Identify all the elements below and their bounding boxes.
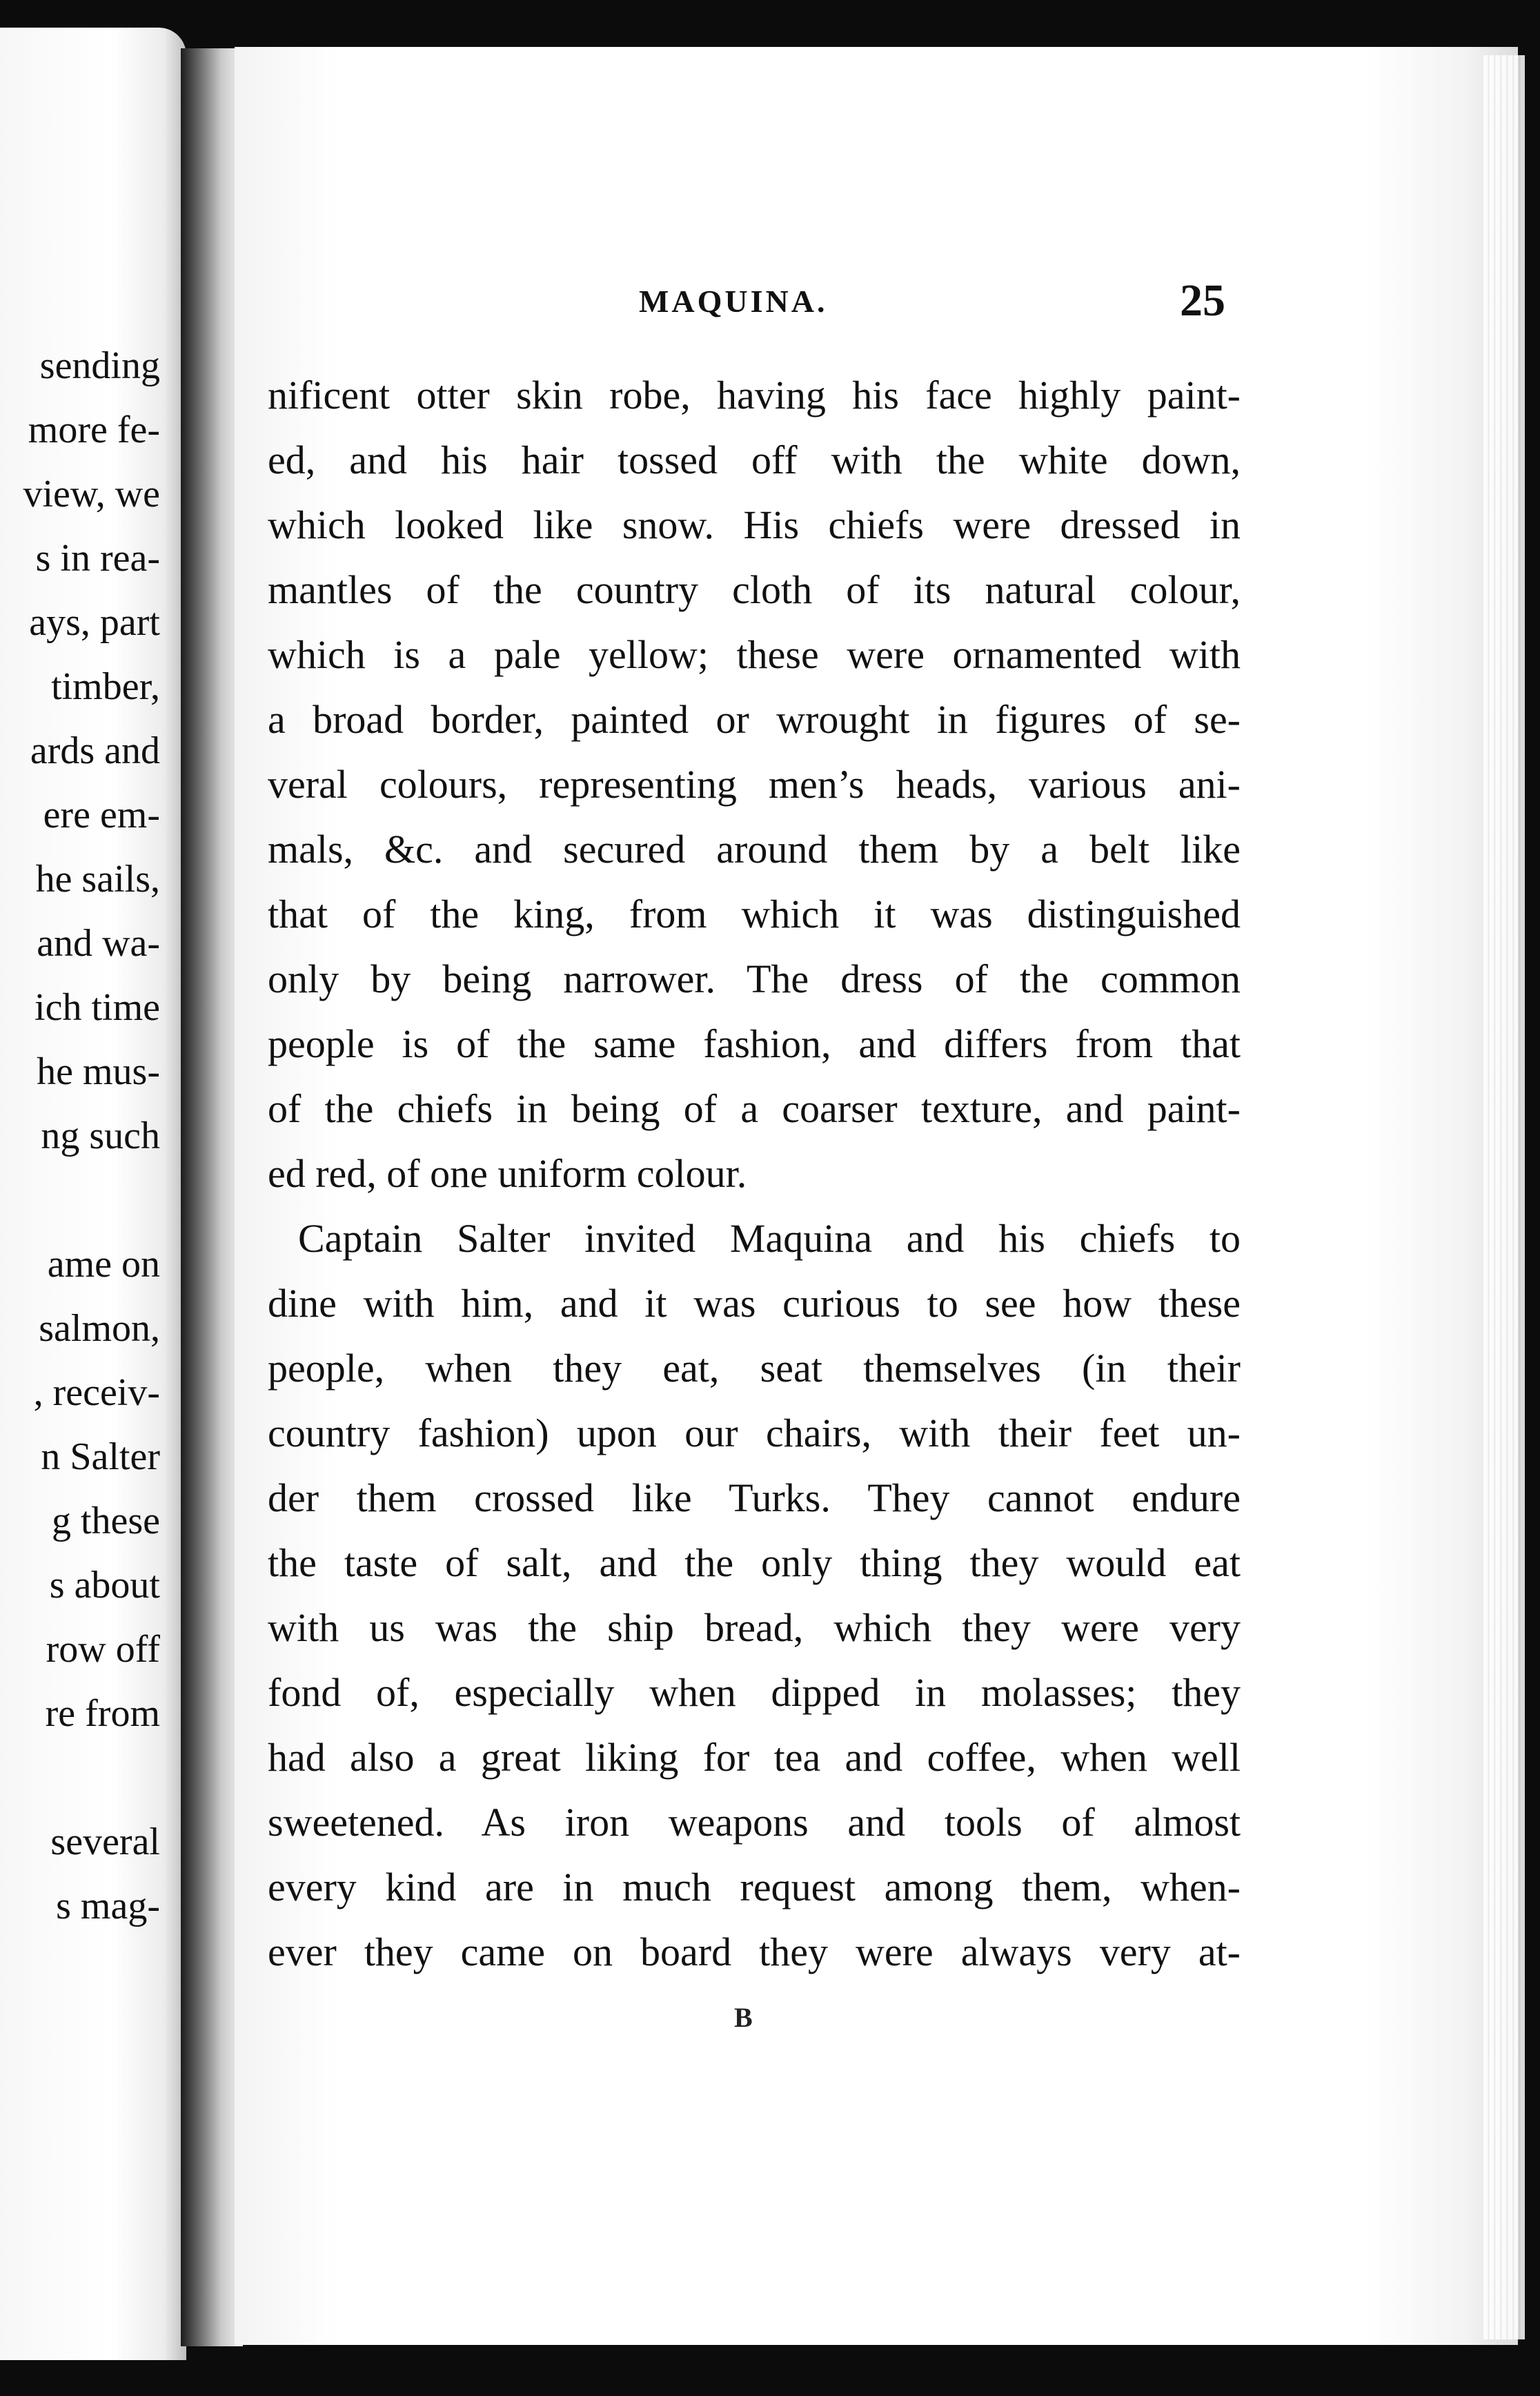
left-page-line: s in rea-: [35, 537, 160, 580]
left-facing-page: [0, 28, 186, 2360]
body-text-line: people, when they eat, seat themselves (in their: [268, 1346, 1241, 1391]
book-gutter-shadow: [181, 48, 243, 2346]
body-text-line: mals, &c. and secured around them by a belt like: [268, 827, 1241, 872]
left-page-line: g these: [51, 1500, 160, 1542]
left-page-line: and wa-: [37, 922, 160, 965]
body-text-line: veral colours, representing men’s heads, various ani-: [268, 762, 1241, 807]
body-text-line: fond of, especially when dipped in molasses; they: [268, 1670, 1241, 1715]
left-page-line: salmon,: [39, 1307, 160, 1350]
left-page-line: ays, part: [29, 601, 160, 644]
left-page-line: he mus-: [37, 1050, 160, 1093]
left-page-line: s about: [49, 1564, 160, 1607]
body-text-line: der them crossed like Turks. They cannot endure: [268, 1475, 1241, 1520]
body-text-line: ever they came on board they were always very at-: [268, 1929, 1241, 1974]
left-page-line: ich time: [34, 986, 160, 1029]
left-page-line: ame on: [47, 1243, 160, 1286]
left-page-line: several: [50, 1820, 160, 1863]
left-page-line: view, we: [23, 473, 160, 515]
body-text-line: which looked like snow. His chiefs were dressed in: [268, 502, 1241, 547]
left-page-line: more fe-: [28, 409, 160, 451]
left-page-line: ng such: [41, 1114, 160, 1157]
page-number: 25: [1180, 275, 1225, 326]
left-page-line: timber,: [51, 665, 160, 708]
body-text-line: sweetened. As iron weapons and tools of almost: [268, 1800, 1241, 1845]
body-text-line: country fashion) upon our chairs, with their feet un-: [268, 1411, 1241, 1455]
body-text-line: ed red, of one uniform colour.: [268, 1151, 747, 1196]
body-text-line: a broad border, painted or wrought in figures of se-: [268, 697, 1241, 742]
left-page-line: ere em-: [43, 794, 160, 836]
left-page-line: sending: [39, 344, 160, 387]
left-page-line: row off: [46, 1628, 160, 1671]
left-page-line: he sails,: [35, 858, 160, 901]
signature-mark: B: [734, 2002, 753, 2033]
left-page-line: , receiv-: [33, 1371, 160, 1414]
left-page-line: s mag-: [56, 1885, 160, 1927]
page-edge-stack: [1483, 55, 1525, 2339]
body-text-line: ed, and his hair tossed off with the white down,: [268, 438, 1241, 482]
running-head: MAQUINA.: [639, 284, 828, 319]
left-page-line: re from: [45, 1692, 160, 1735]
left-page-line: n Salter: [41, 1435, 160, 1478]
body-text-line: mantles of the country cloth of its natural colour,: [268, 567, 1241, 612]
body-text-line: nificent otter skin robe, having his face highly paint-: [268, 373, 1241, 418]
body-text-line: dine with him, and it was curious to see how these: [268, 1281, 1241, 1326]
body-text-line: the taste of salt, and the only thing they would eat: [268, 1540, 1241, 1585]
body-text-line: only by being narrower. The dress of the common: [268, 956, 1241, 1001]
left-page-line: ards and: [30, 729, 160, 772]
body-text-line: which is a pale yellow; these were ornamented with: [268, 632, 1241, 677]
body-text-line: with us was the ship bread, which they were very: [268, 1605, 1241, 1650]
body-text-line: people is of the same fashion, and differs from that: [268, 1021, 1241, 1066]
body-text-line: of the chiefs in being of a coarser texture, and paint-: [268, 1086, 1241, 1131]
paragraph-start-line: Captain Salter invited Maquina and his chiefs to: [298, 1216, 1241, 1261]
body-text-line: had also a great liking for tea and coffee, when well: [268, 1735, 1241, 1780]
body-text-line: every kind are in much request among them, when-: [268, 1865, 1241, 1909]
body-text-line: that of the king, from which it was distinguished: [268, 892, 1241, 936]
